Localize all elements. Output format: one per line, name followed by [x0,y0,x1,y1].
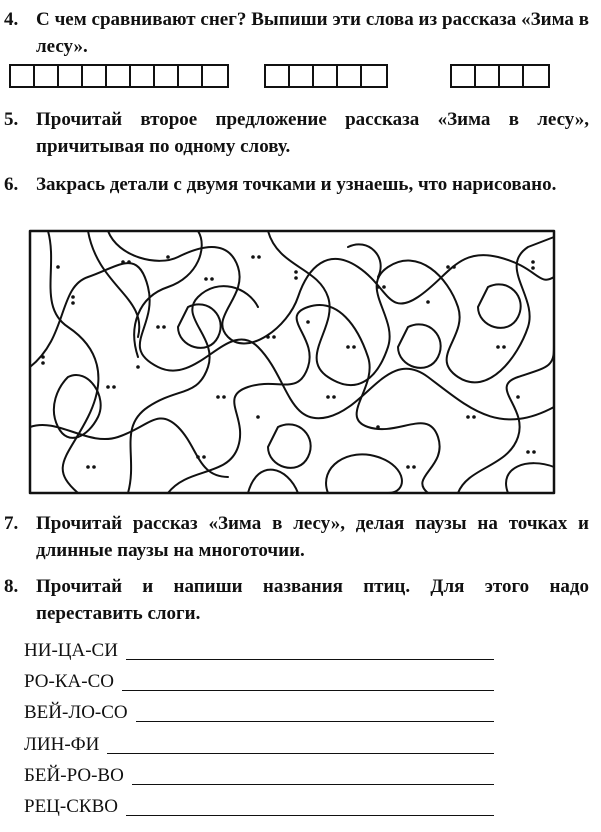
answer-cell[interactable] [362,66,386,86]
answer-cell[interactable] [314,66,338,86]
task-8 [4,573,589,627]
answer-cell[interactable] [524,66,548,86]
answer-cell[interactable] [452,66,476,86]
word-row [24,698,494,726]
task-number: 7. [4,513,19,534]
task-4 [4,6,589,60]
answer-cell[interactable] [500,66,524,86]
word-row [24,667,494,695]
syllable-word: ЛИН-ФИ [24,734,100,755]
task-number: 8. [4,576,19,597]
task-text: Прочитай и напиши названия птиц. Для этого надо переставить слоги. [36,576,589,624]
answer-cell[interactable] [266,66,290,86]
coloring-picture[interactable] [28,227,558,497]
word-row [24,636,494,664]
answer-boxes-2[interactable] [264,64,388,88]
syllable-word: НИ-ЦА-СИ [24,640,118,661]
task-text: Прочитай второе предложение рассказа «Зима в лесу», причитывая по одному слову. [36,109,589,157]
word-row [24,761,494,789]
answer-cell[interactable] [179,66,203,86]
answer-line[interactable] [126,659,494,660]
answer-cell[interactable] [83,66,107,86]
syllable-word: РЕЦ-СКВО [24,796,118,817]
word-row [24,792,494,820]
answer-cell[interactable] [107,66,131,86]
answer-boxes-1[interactable] [9,64,229,88]
answer-cell[interactable] [290,66,314,86]
answer-cell[interactable] [11,66,35,86]
answer-cell[interactable] [131,66,155,86]
task-text: Прочитай рассказ «Зима в лесу», делая паузы на точках и длинные паузы на многоточии. [36,513,589,561]
task-number: 6. [4,174,19,195]
answer-cell[interactable] [476,66,500,86]
syllable-word: ВЕЙ-ЛО-СО [24,702,128,723]
syllable-word: БЕЙ-РО-ВО [24,765,124,786]
answer-cell[interactable] [35,66,59,86]
answer-line[interactable] [122,690,494,691]
answer-line[interactable] [132,784,494,785]
word-row [24,730,494,758]
answer-cell[interactable] [59,66,83,86]
answer-cell[interactable] [155,66,179,86]
answer-line[interactable] [136,721,494,722]
answer-boxes-3[interactable] [450,64,550,88]
task-7 [4,510,589,564]
task-number: 4. [4,9,19,30]
answer-cell[interactable] [203,66,227,86]
task-5 [4,106,589,160]
syllable-word: РО-КА-СО [24,671,114,692]
answer-line[interactable] [107,753,494,754]
answer-line[interactable] [126,815,494,816]
answer-cell[interactable] [338,66,362,86]
task-text: С чем сравнивают снег? Выпиши эти слова из рассказа «Зима в лесу». [36,9,589,57]
task-number: 5. [4,109,19,130]
task-6 [4,171,589,198]
task-text: Закрась детали с двумя точками и узнаешь, что нарисовано. [36,174,557,195]
